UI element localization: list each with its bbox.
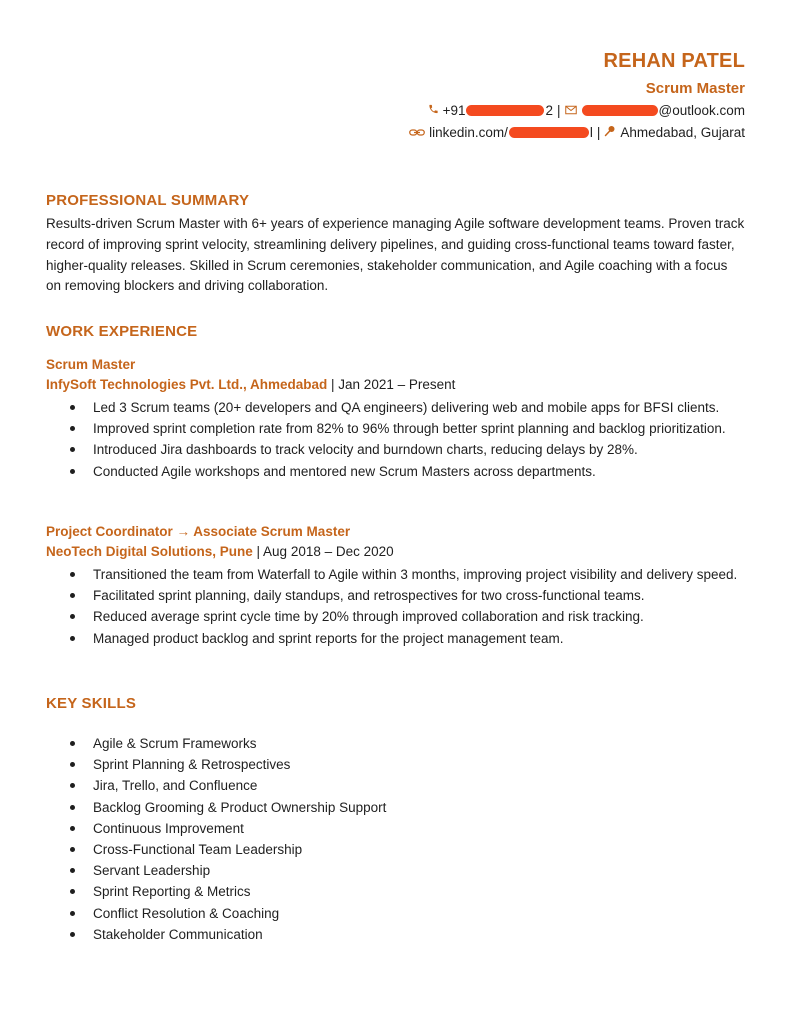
list-item: Sprint Reporting & Metrics [46,881,751,902]
job-1-title: Scrum Master [46,357,136,372]
job-2-company-line [46,544,394,559]
job-1-dates: | Jan 2021 – Present [331,377,456,392]
resume-header [409,48,745,144]
list-item: Servant Leadership [46,860,751,881]
email-suffix[interactable]: @outlook.com [658,103,745,118]
skills-heading: KEY SKILLS [46,695,137,712]
job-1-company: InfySoft Technologies Pvt. Ltd., Ahmedabad [46,377,328,392]
job-1-bullets [46,397,751,482]
contact-line-1 [409,100,745,122]
summary-text: Results-driven Scrum Master with 6+ years of experience managing Agile software development teams. Proven track record of improving sprint velocity, streamlining delivery pipelines, and guiding cross-functional teams toward faster, higher-quality releases. Skilled in Scrum ceremonies, stakeholder communication, and Agile coaching with a focus on removing blockers and driving collaboration. [46,216,745,294]
list-item: Backlog Grooming & Product Ownership Support [46,797,751,818]
phone-suffix: 2 [545,103,553,118]
list-item: Cross-Functional Team Leadership [46,839,751,860]
candidate-role: Scrum Master [645,80,745,97]
list-item: Jira, Trello, and Confluence [46,775,751,796]
list-item: Agile & Scrum Frameworks [46,733,751,754]
location: Ahmedabad, Gujarat [620,125,745,140]
contact-separator: | [556,103,561,118]
linkedin-prefix[interactable]: linkedin.com/ [429,125,508,140]
list-item: Stakeholder Communication [46,924,751,945]
phone-icon [428,100,439,122]
list-item: Sprint Planning & Retrospectives [46,754,751,775]
phone-prefix: +91 [442,103,466,118]
job-1-company-line [46,377,455,392]
envelope-icon [565,100,577,122]
job-2-bullets [46,564,751,649]
job-2-company: NeoTech Digital Solutions, Pune [46,544,253,559]
skills-list [46,733,751,945]
list-item: Introduced Jira dashboards to track velocity and burndown charts, reducing delays by 28%. [46,439,751,460]
list-item: Continuous Improvement [46,818,751,839]
list-item: Conflict Resolution & Coaching [46,903,751,924]
contact-separator: | [596,125,601,140]
email-redaction [582,105,658,116]
link-icon [409,122,425,144]
job-2-title: Project Coordinator → Associate Scrum Master [46,524,351,539]
candidate-name: REHAN PATEL [603,50,745,72]
linkedin-redaction [509,127,589,138]
list-item: Conducted Agile workshops and mentored new Scrum Masters across departments. [46,461,751,482]
list-item: Managed product backlog and sprint reports for the project management team. [46,628,751,649]
summary-heading: PROFESSIONAL SUMMARY [46,192,250,209]
contact-line-2 [409,122,745,144]
list-item: Led 3 Scrum teams (20+ developers and QA engineers) delivering web and mobile apps for BFSI clients. [46,397,751,418]
experience-heading: WORK EXPERIENCE [46,323,198,340]
pin-icon [604,122,616,144]
list-item: Improved sprint completion rate from 82% to 96% through better sprint planning and backlog prioritization. [46,418,751,439]
phone-redaction [466,105,544,116]
linkedin-suffix[interactable]: l [589,125,593,140]
list-item: Facilitated sprint planning, daily standups, and retrospectives for two cross-functional teams. [46,585,751,606]
list-item: Reduced average sprint cycle time by 20% through improved collaboration and risk tracking. [46,606,751,627]
list-item: Transitioned the team from Waterfall to Agile within 3 months, improving project visibility and delivery speed. [46,564,751,585]
job-2-dates: | Aug 2018 – Dec 2020 [256,544,394,559]
